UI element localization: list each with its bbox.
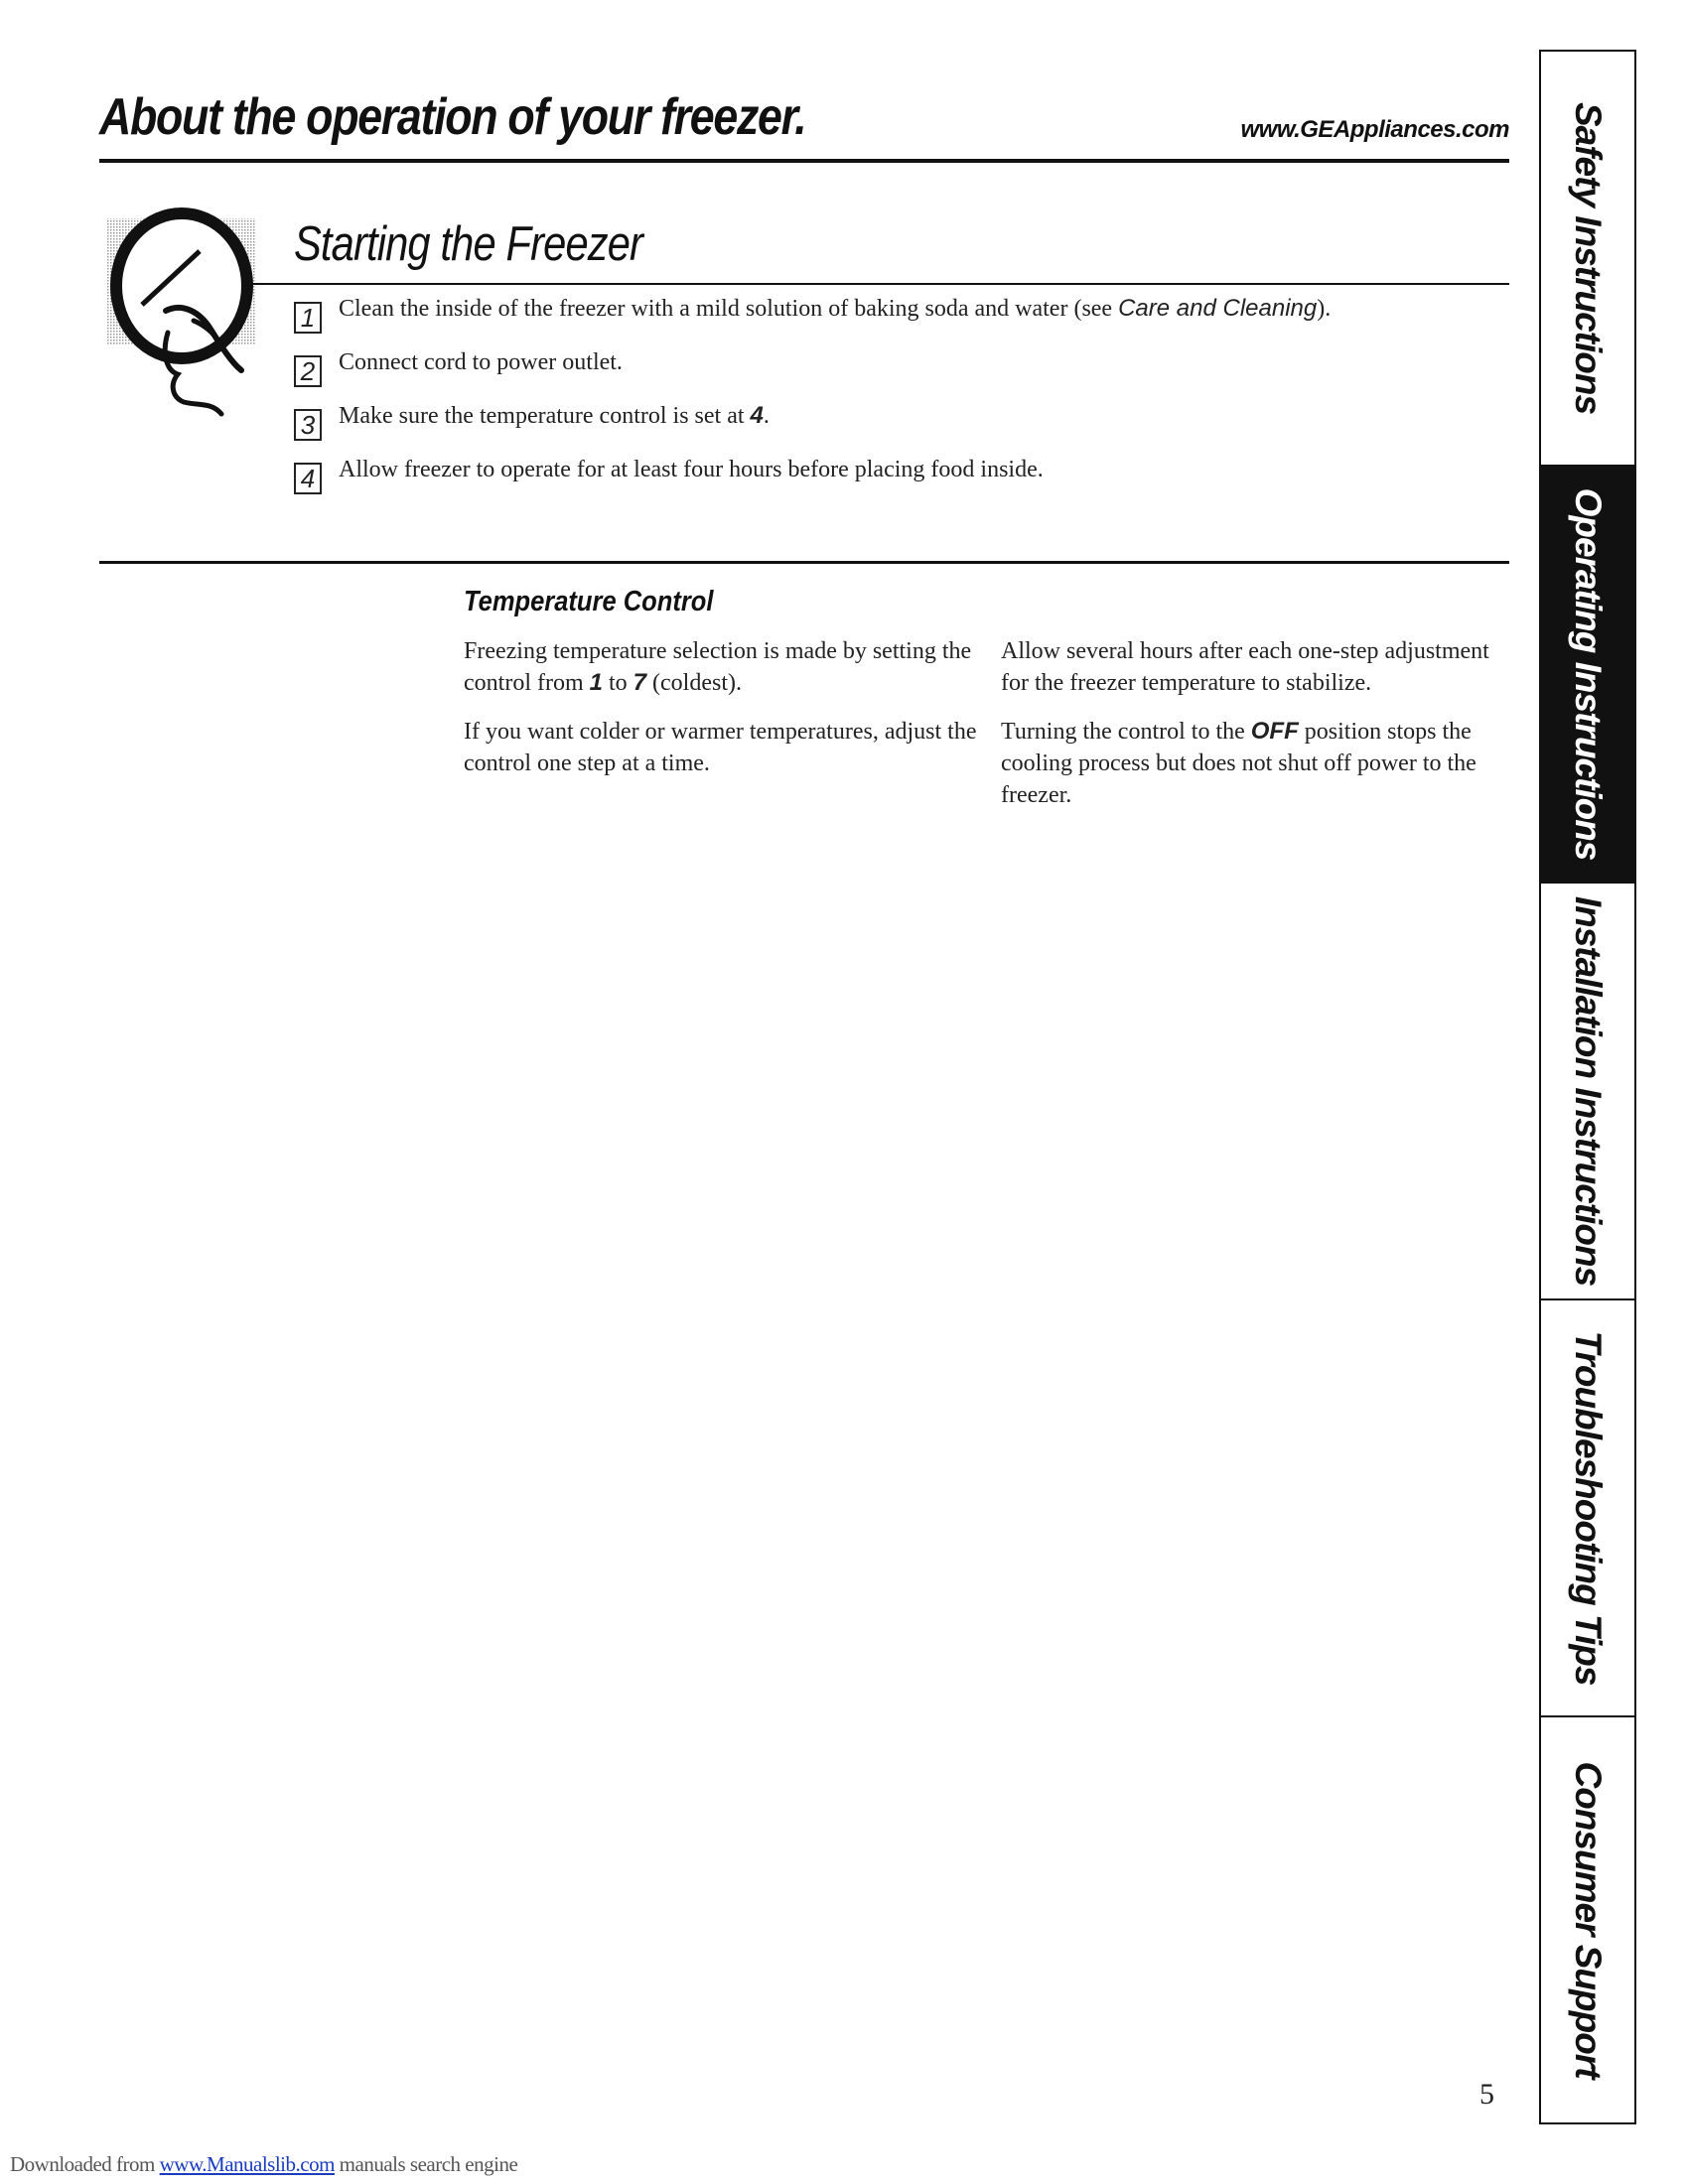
care-and-cleaning-reference: Care and Cleaning — [1118, 295, 1318, 322]
tab-troubleshooting-tips[interactable] — [1541, 1300, 1634, 1717]
paragraph: Freezing temperature selection is made by setting the control from 1 to 7 (coldest). — [464, 638, 972, 696]
text-column-left — [464, 635, 990, 796]
step-item — [294, 455, 1505, 508]
step-item — [294, 401, 1505, 455]
hand-turning-dial-icon — [104, 194, 278, 417]
step-number: 2 — [294, 355, 322, 387]
tab-label: Installation Instructions — [1568, 895, 1609, 1287]
website-url: www.GEAppliances.com — [1240, 116, 1509, 143]
temperature-control-heading: Temperature Control — [464, 586, 714, 617]
paragraph: Allow several hours after each one-step adjustment for the freezer temperature to stabilize. — [1001, 638, 1489, 696]
page-number: 5 — [1479, 2078, 1494, 2111]
setting-value: 4 — [750, 402, 764, 429]
step-item — [294, 347, 1505, 401]
step-number: 3 — [294, 409, 322, 441]
text-column-right — [1001, 635, 1497, 828]
step-text: Clean the inside of the freezer with a mild solution of baking soda and water (see Care and Cleaning). — [339, 295, 1332, 322]
tab-installation-instructions[interactable] — [1541, 884, 1634, 1300]
page-title: About the operation of your freezer. — [99, 88, 806, 146]
manualslib-link[interactable]: www.Manualslib.com — [159, 2152, 335, 2176]
section-tabs — [1539, 50, 1636, 2124]
tab-label: Safety Instructions — [1568, 101, 1609, 415]
step-number: 1 — [294, 302, 322, 334]
section-divider — [243, 283, 1509, 285]
paragraph: If you want colder or warmer temperatures, adjust the control one step at a time. — [464, 719, 977, 776]
tab-label: Operating Instructions — [1568, 487, 1609, 861]
tab-label: Consumer Support — [1568, 1761, 1609, 2079]
tab-consumer-support[interactable] — [1541, 1717, 1634, 2122]
download-footer: Downloaded from www.Manualslib.com manuals search engine — [10, 2152, 518, 2176]
step-number: 4 — [294, 463, 322, 494]
paragraph: Turning the control to the OFF position stops the cooling process but does not shut off power to the freezer. — [1001, 718, 1477, 808]
section-divider — [99, 561, 1509, 564]
tab-operating-instructions[interactable] — [1541, 467, 1634, 884]
tab-label: Troubleshooting Tips — [1568, 1330, 1609, 1686]
step-text: Make sure the temperature control is set at 4. — [339, 402, 770, 429]
step-text: Allow freezer to operate for at least four hours before placing food inside. — [339, 457, 1044, 482]
steps-list — [294, 294, 1505, 508]
step-item — [294, 294, 1505, 347]
tab-safety-instructions[interactable] — [1541, 52, 1634, 467]
section-title: Starting the Freezer — [294, 217, 643, 271]
header-divider — [99, 159, 1509, 163]
step-text: Connect cord to power outlet. — [339, 349, 623, 375]
